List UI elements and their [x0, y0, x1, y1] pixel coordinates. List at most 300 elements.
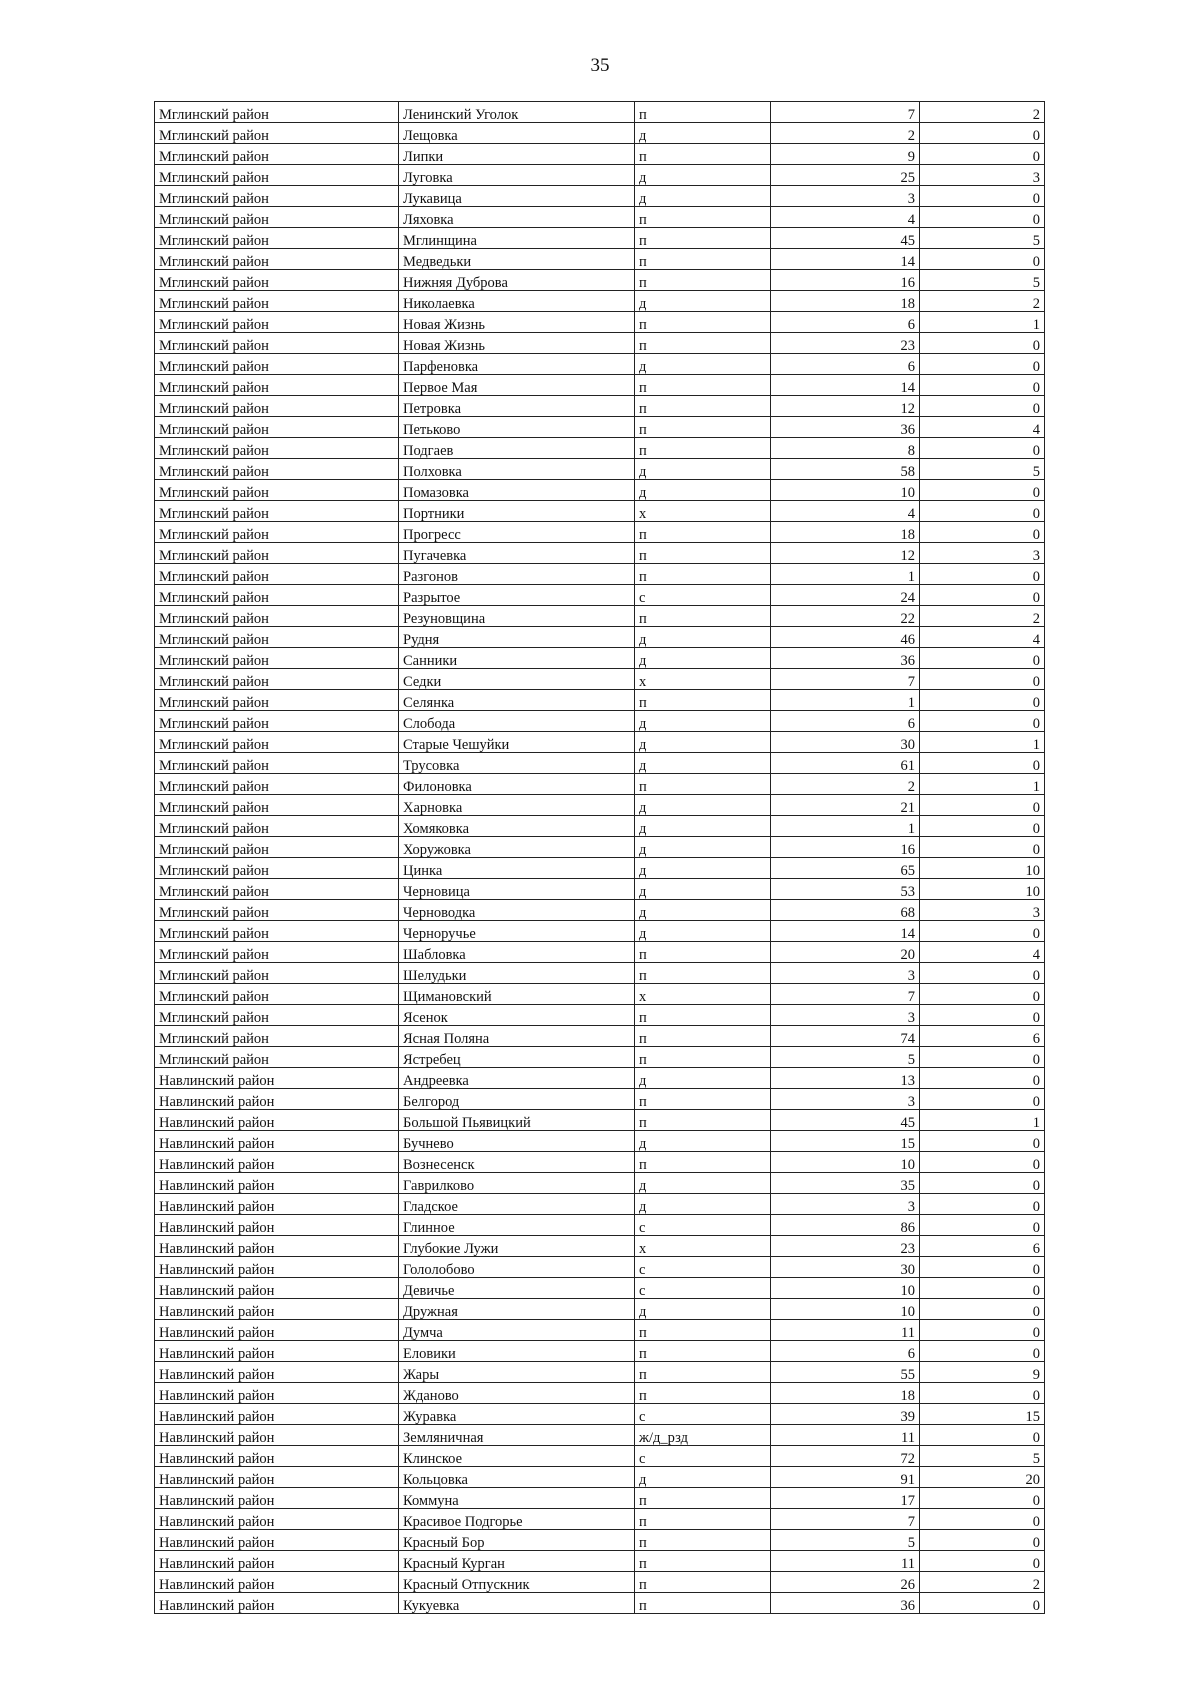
settlement-name-cell: Глинное: [399, 1215, 635, 1236]
settlement-name-cell: Портники: [399, 501, 635, 522]
table-row: [155, 879, 1045, 900]
table-row: [155, 1173, 1045, 1194]
settlement-type-cell: п: [635, 1488, 771, 1509]
district-cell: Навлинский район: [155, 1362, 399, 1383]
settlement-name-cell: Рудня: [399, 627, 635, 648]
table-row: [155, 837, 1045, 858]
settlement-type-cell: д: [635, 753, 771, 774]
settlement-name-cell: Медведьки: [399, 249, 635, 270]
settlement-type-cell: п: [635, 1005, 771, 1026]
settlement-type-cell: п: [635, 1509, 771, 1530]
table-row: [155, 942, 1045, 963]
secondary-count-cell: 0: [920, 564, 1045, 585]
table-row: [155, 1446, 1045, 1467]
district-cell: Мглинский район: [155, 438, 399, 459]
district-cell: Навлинский район: [155, 1425, 399, 1446]
district-cell: Мглинский район: [155, 921, 399, 942]
table-row: [155, 1047, 1045, 1068]
settlement-name-cell: Разрытое: [399, 585, 635, 606]
settlement-name-cell: Большой Пьявицкий: [399, 1110, 635, 1131]
settlement-type-cell: п: [635, 312, 771, 333]
table-row: [155, 501, 1045, 522]
table-row: [155, 1572, 1045, 1593]
population-cell: 36: [771, 1593, 920, 1614]
settlement-type-cell: д: [635, 858, 771, 879]
settlement-type-cell: п: [635, 543, 771, 564]
district-cell: Мглинский район: [155, 459, 399, 480]
settlement-type-cell: п: [635, 564, 771, 585]
secondary-count-cell: 0: [920, 1005, 1045, 1026]
district-cell: Навлинский район: [155, 1509, 399, 1530]
district-cell: Навлинский район: [155, 1278, 399, 1299]
district-cell: Мглинский район: [155, 375, 399, 396]
settlement-name-cell: Разгонов: [399, 564, 635, 585]
district-cell: Мглинский район: [155, 165, 399, 186]
population-cell: 68: [771, 900, 920, 921]
district-cell: Навлинский район: [155, 1215, 399, 1236]
population-cell: 14: [771, 249, 920, 270]
table-row: [155, 1467, 1045, 1488]
settlement-name-cell: Щимановский: [399, 984, 635, 1005]
settlement-name-cell: Лещовка: [399, 123, 635, 144]
settlement-type-cell: п: [635, 375, 771, 396]
secondary-count-cell: 15: [920, 1404, 1045, 1425]
settlement-name-cell: Ясная Поляна: [399, 1026, 635, 1047]
secondary-count-cell: 0: [920, 753, 1045, 774]
district-cell: Навлинский район: [155, 1257, 399, 1278]
settlement-name-cell: Черноручье: [399, 921, 635, 942]
secondary-count-cell: 10: [920, 858, 1045, 879]
population-cell: 1: [771, 816, 920, 837]
settlement-name-cell: Мглинщина: [399, 228, 635, 249]
settlement-name-cell: Гаврилково: [399, 1173, 635, 1194]
settlement-name-cell: Гололобово: [399, 1257, 635, 1278]
table-row: [155, 144, 1045, 165]
table-row: [155, 375, 1045, 396]
settlement-name-cell: Новая Жизнь: [399, 312, 635, 333]
settlement-name-cell: Ясенок: [399, 1005, 635, 1026]
district-cell: Навлинский район: [155, 1551, 399, 1572]
district-cell: Мглинский район: [155, 501, 399, 522]
population-cell: 12: [771, 396, 920, 417]
settlement-name-cell: Андреевка: [399, 1068, 635, 1089]
district-cell: Навлинский район: [155, 1131, 399, 1152]
settlement-name-cell: Петьково: [399, 417, 635, 438]
settlement-name-cell: Липки: [399, 144, 635, 165]
population-cell: 58: [771, 459, 920, 480]
secondary-count-cell: 3: [920, 165, 1045, 186]
secondary-count-cell: 5: [920, 459, 1045, 480]
secondary-count-cell: 0: [920, 1194, 1045, 1215]
settlement-type-cell: п: [635, 1341, 771, 1362]
settlement-type-cell: п: [635, 1530, 771, 1551]
population-cell: 7: [771, 102, 920, 123]
table-row: [155, 1278, 1045, 1299]
table-row: [155, 417, 1045, 438]
settlement-name-cell: Журавка: [399, 1404, 635, 1425]
population-cell: 20: [771, 942, 920, 963]
secondary-count-cell: 5: [920, 228, 1045, 249]
settlement-type-cell: п: [635, 144, 771, 165]
secondary-count-cell: 0: [920, 375, 1045, 396]
secondary-count-cell: 0: [920, 354, 1045, 375]
population-cell: 14: [771, 921, 920, 942]
settlement-type-cell: п: [635, 942, 771, 963]
district-cell: Навлинский район: [155, 1488, 399, 1509]
district-cell: Навлинский район: [155, 1110, 399, 1131]
population-cell: 10: [771, 1152, 920, 1173]
secondary-count-cell: 0: [920, 1173, 1045, 1194]
secondary-count-cell: 0: [920, 1152, 1045, 1173]
population-cell: 1: [771, 690, 920, 711]
secondary-count-cell: 6: [920, 1236, 1045, 1257]
settlement-type-cell: д: [635, 354, 771, 375]
table-row: [155, 249, 1045, 270]
secondary-count-cell: 2: [920, 606, 1045, 627]
settlement-type-cell: д: [635, 711, 771, 732]
table-row: [155, 585, 1045, 606]
population-cell: 21: [771, 795, 920, 816]
settlement-name-cell: Старые Чешуйки: [399, 732, 635, 753]
table-row: [155, 438, 1045, 459]
district-cell: Мглинский район: [155, 774, 399, 795]
settlement-type-cell: п: [635, 1551, 771, 1572]
settlement-name-cell: Думча: [399, 1320, 635, 1341]
secondary-count-cell: 5: [920, 270, 1045, 291]
settlement-type-cell: д: [635, 732, 771, 753]
district-cell: Мглинский район: [155, 585, 399, 606]
secondary-count-cell: 0: [920, 1257, 1045, 1278]
secondary-count-cell: 0: [920, 1131, 1045, 1152]
settlement-type-cell: д: [635, 627, 771, 648]
settlement-name-cell: Луговка: [399, 165, 635, 186]
district-cell: Мглинский район: [155, 1005, 399, 1026]
district-cell: Мглинский район: [155, 144, 399, 165]
settlement-name-cell: Шелудьки: [399, 963, 635, 984]
population-cell: 30: [771, 1257, 920, 1278]
table-row: [155, 165, 1045, 186]
secondary-count-cell: 0: [920, 480, 1045, 501]
table-row: [155, 1488, 1045, 1509]
population-cell: 3: [771, 1194, 920, 1215]
table-row: [155, 1152, 1045, 1173]
secondary-count-cell: 0: [920, 333, 1045, 354]
secondary-count-cell: 1: [920, 732, 1045, 753]
population-cell: 6: [771, 354, 920, 375]
settlement-name-cell: Девичье: [399, 1278, 635, 1299]
table-row: [155, 1299, 1045, 1320]
table-row: [155, 1341, 1045, 1362]
settlement-type-cell: д: [635, 165, 771, 186]
settlement-type-cell: д: [635, 1299, 771, 1320]
district-cell: Мглинский район: [155, 900, 399, 921]
table-row: [155, 1005, 1045, 1026]
settlement-type-cell: п: [635, 690, 771, 711]
settlement-name-cell: Селянка: [399, 690, 635, 711]
secondary-count-cell: 5: [920, 1446, 1045, 1467]
settlement-name-cell: Шабловка: [399, 942, 635, 963]
settlement-type-cell: д: [635, 123, 771, 144]
secondary-count-cell: 0: [920, 522, 1045, 543]
district-cell: Мглинский район: [155, 333, 399, 354]
population-cell: 3: [771, 963, 920, 984]
table-row: [155, 1236, 1045, 1257]
district-cell: Мглинский район: [155, 186, 399, 207]
settlement-type-cell: д: [635, 1173, 771, 1194]
district-cell: Навлинский район: [155, 1089, 399, 1110]
table-row: [155, 1404, 1045, 1425]
district-cell: Мглинский район: [155, 291, 399, 312]
secondary-count-cell: 1: [920, 774, 1045, 795]
table-row: [155, 1530, 1045, 1551]
table-row: [155, 606, 1045, 627]
table-row: [155, 627, 1045, 648]
settlement-type-cell: п: [635, 1047, 771, 1068]
secondary-count-cell: 0: [920, 207, 1045, 228]
page-number: 35: [590, 55, 610, 76]
district-cell: Мглинский район: [155, 102, 399, 123]
population-cell: 36: [771, 417, 920, 438]
secondary-count-cell: 10: [920, 879, 1045, 900]
table-row: [155, 1551, 1045, 1572]
population-cell: 6: [771, 711, 920, 732]
settlement-type-cell: п: [635, 333, 771, 354]
settlement-type-cell: с: [635, 1278, 771, 1299]
settlement-name-cell: Петровка: [399, 396, 635, 417]
district-cell: Мглинский район: [155, 984, 399, 1005]
table-row: [155, 1593, 1045, 1614]
settlement-type-cell: д: [635, 648, 771, 669]
settlement-type-cell: д: [635, 816, 771, 837]
district-cell: Мглинский район: [155, 732, 399, 753]
settlement-name-cell: Вознесенск: [399, 1152, 635, 1173]
population-cell: 11: [771, 1425, 920, 1446]
table-row: [155, 858, 1045, 879]
settlement-name-cell: Кольцовка: [399, 1467, 635, 1488]
settlement-type-cell: д: [635, 837, 771, 858]
secondary-count-cell: 1: [920, 312, 1045, 333]
secondary-count-cell: 4: [920, 627, 1045, 648]
population-cell: 6: [771, 312, 920, 333]
secondary-count-cell: 0: [920, 1530, 1045, 1551]
settlement-type-cell: п: [635, 396, 771, 417]
district-cell: Мглинский район: [155, 207, 399, 228]
population-cell: 18: [771, 522, 920, 543]
settlement-type-cell: с: [635, 1257, 771, 1278]
secondary-count-cell: 0: [920, 984, 1045, 1005]
table-row: [155, 312, 1045, 333]
secondary-count-cell: 20: [920, 1467, 1045, 1488]
settlement-type-cell: п: [635, 606, 771, 627]
table-row: [155, 396, 1045, 417]
settlement-type-cell: д: [635, 1194, 771, 1215]
district-cell: Мглинский район: [155, 711, 399, 732]
table-row: [155, 921, 1045, 942]
secondary-count-cell: 0: [920, 585, 1045, 606]
settlement-name-cell: Ленинский Уголок: [399, 102, 635, 123]
settlement-type-cell: п: [635, 774, 771, 795]
secondary-count-cell: 6: [920, 1026, 1045, 1047]
settlement-name-cell: Дружная: [399, 1299, 635, 1320]
settlement-type-cell: п: [635, 207, 771, 228]
settlement-name-cell: Белгород: [399, 1089, 635, 1110]
table-row: [155, 984, 1045, 1005]
settlement-name-cell: Красный Отпускник: [399, 1572, 635, 1593]
population-cell: 86: [771, 1215, 920, 1236]
population-cell: 10: [771, 1299, 920, 1320]
table-row: [155, 669, 1045, 690]
secondary-count-cell: 0: [920, 1047, 1045, 1068]
settlement-type-cell: п: [635, 1110, 771, 1131]
district-cell: Мглинский район: [155, 795, 399, 816]
table-row: [155, 1362, 1045, 1383]
district-cell: Навлинский район: [155, 1467, 399, 1488]
population-cell: 26: [771, 1572, 920, 1593]
secondary-count-cell: 9: [920, 1362, 1045, 1383]
settlement-type-cell: д: [635, 900, 771, 921]
district-cell: Мглинский район: [155, 1047, 399, 1068]
settlement-type-cell: п: [635, 963, 771, 984]
population-cell: 9: [771, 144, 920, 165]
population-cell: 65: [771, 858, 920, 879]
table-row: [155, 291, 1045, 312]
secondary-count-cell: 0: [920, 795, 1045, 816]
district-cell: Навлинский район: [155, 1236, 399, 1257]
secondary-count-cell: 0: [920, 438, 1045, 459]
table-row: [155, 711, 1045, 732]
table-row: [155, 1383, 1045, 1404]
district-cell: Навлинский район: [155, 1173, 399, 1194]
district-cell: Навлинский район: [155, 1320, 399, 1341]
population-cell: 18: [771, 291, 920, 312]
district-cell: Навлинский район: [155, 1530, 399, 1551]
table-row: [155, 480, 1045, 501]
settlement-type-cell: д: [635, 1068, 771, 1089]
population-cell: 5: [771, 1530, 920, 1551]
population-cell: 72: [771, 1446, 920, 1467]
table-row: [155, 648, 1045, 669]
settlement-name-cell: Помазовка: [399, 480, 635, 501]
district-cell: Мглинский район: [155, 1026, 399, 1047]
population-cell: 10: [771, 1278, 920, 1299]
table-row: [155, 1131, 1045, 1152]
settlement-name-cell: Прогресс: [399, 522, 635, 543]
table-row: [155, 900, 1045, 921]
settlement-name-cell: Резуновщина: [399, 606, 635, 627]
population-cell: 13: [771, 1068, 920, 1089]
table-row: [155, 1425, 1045, 1446]
settlement-type-cell: д: [635, 879, 771, 900]
district-cell: Мглинский район: [155, 858, 399, 879]
district-cell: Мглинский район: [155, 228, 399, 249]
secondary-count-cell: 0: [920, 837, 1045, 858]
district-cell: Навлинский район: [155, 1446, 399, 1467]
settlement-name-cell: Нижняя Дуброва: [399, 270, 635, 291]
population-cell: 2: [771, 774, 920, 795]
settlement-name-cell: Цинка: [399, 858, 635, 879]
district-cell: Навлинский район: [155, 1404, 399, 1425]
population-cell: 45: [771, 228, 920, 249]
secondary-count-cell: 4: [920, 417, 1045, 438]
settlement-name-cell: Черноводка: [399, 900, 635, 921]
settlement-type-cell: д: [635, 921, 771, 942]
settlement-name-cell: Хомяковка: [399, 816, 635, 837]
district-cell: Мглинский район: [155, 417, 399, 438]
district-cell: Навлинский район: [155, 1383, 399, 1404]
population-cell: 61: [771, 753, 920, 774]
settlements-table: [154, 101, 1045, 1614]
district-cell: Мглинский район: [155, 564, 399, 585]
population-cell: 4: [771, 207, 920, 228]
settlement-name-cell: Полховка: [399, 459, 635, 480]
secondary-count-cell: 0: [920, 123, 1045, 144]
settlement-type-cell: х: [635, 669, 771, 690]
secondary-count-cell: 0: [920, 396, 1045, 417]
settlement-name-cell: Земляничная: [399, 1425, 635, 1446]
district-cell: Навлинский район: [155, 1341, 399, 1362]
secondary-count-cell: 0: [920, 1383, 1045, 1404]
district-cell: Навлинский район: [155, 1572, 399, 1593]
table-row: [155, 963, 1045, 984]
settlement-type-cell: д: [635, 291, 771, 312]
district-cell: Мглинский район: [155, 879, 399, 900]
district-cell: Мглинский район: [155, 648, 399, 669]
table-row: [155, 1110, 1045, 1131]
settlement-name-cell: Пугачевка: [399, 543, 635, 564]
population-cell: 12: [771, 543, 920, 564]
secondary-count-cell: 0: [920, 1341, 1045, 1362]
settlement-name-cell: Новая Жизнь: [399, 333, 635, 354]
settlement-type-cell: п: [635, 1320, 771, 1341]
district-cell: Мглинский район: [155, 270, 399, 291]
population-cell: 36: [771, 648, 920, 669]
settlement-name-cell: Еловики: [399, 1341, 635, 1362]
secondary-count-cell: 1: [920, 1110, 1045, 1131]
district-cell: Мглинский район: [155, 480, 399, 501]
population-cell: 35: [771, 1173, 920, 1194]
district-cell: Навлинский район: [155, 1194, 399, 1215]
population-cell: 25: [771, 165, 920, 186]
secondary-count-cell: 4: [920, 942, 1045, 963]
table-row: [155, 795, 1045, 816]
population-cell: 15: [771, 1131, 920, 1152]
district-cell: Мглинский район: [155, 816, 399, 837]
secondary-count-cell: 0: [920, 1509, 1045, 1530]
table-row: [155, 1026, 1045, 1047]
table-row: [155, 690, 1045, 711]
district-cell: Навлинский район: [155, 1068, 399, 1089]
district-cell: Мглинский район: [155, 627, 399, 648]
secondary-count-cell: 0: [920, 690, 1045, 711]
table-row: [155, 270, 1045, 291]
table-row: [155, 522, 1045, 543]
settlement-type-cell: п: [635, 1089, 771, 1110]
population-cell: 3: [771, 1005, 920, 1026]
district-cell: Мглинский район: [155, 669, 399, 690]
population-cell: 23: [771, 333, 920, 354]
settlement-type-cell: п: [635, 1572, 771, 1593]
settlement-name-cell: Красный Курган: [399, 1551, 635, 1572]
settlement-type-cell: п: [635, 228, 771, 249]
secondary-count-cell: 0: [920, 1488, 1045, 1509]
settlement-name-cell: Красный Бор: [399, 1530, 635, 1551]
district-cell: Навлинский район: [155, 1593, 399, 1614]
district-cell: Мглинский район: [155, 354, 399, 375]
settlement-name-cell: Первое Мая: [399, 375, 635, 396]
district-cell: Мглинский район: [155, 942, 399, 963]
settlement-name-cell: Николаевка: [399, 291, 635, 312]
population-cell: 14: [771, 375, 920, 396]
